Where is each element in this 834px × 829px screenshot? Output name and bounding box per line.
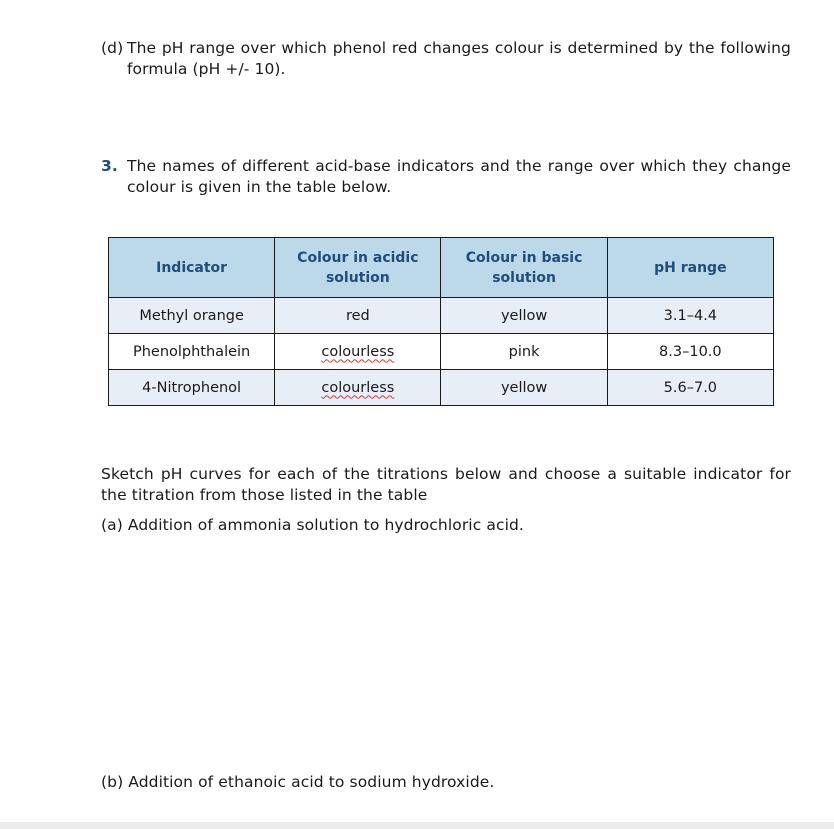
- spellcheck-word: colourless: [321, 343, 395, 360]
- header-acidic: [275, 238, 441, 298]
- cell-range: 8.3–10.0: [607, 334, 773, 370]
- part-a: (a) Addition of ammonia solution to hydrochloric acid.: [101, 516, 524, 534]
- indicator-table: [108, 237, 774, 406]
- cell-acidic: [275, 370, 441, 406]
- sketch-instruction: Sketch pH curves for each of the titrations below and choose a suitable indicator for the titration from those listed in the table: [101, 465, 791, 504]
- cell-basic: yellow: [441, 298, 607, 334]
- cell-indicator: Methyl orange: [109, 298, 275, 334]
- header-basic: [441, 238, 607, 298]
- question-3-text: The names of different acid-base indicators and the range over which they change colour is given in the table below.: [127, 157, 791, 196]
- table-row: [109, 298, 774, 334]
- header-ph-range: pH range: [607, 238, 773, 298]
- spellcheck-word: colourless: [321, 379, 395, 396]
- cell-acidic: red: [275, 298, 441, 334]
- table-row: [109, 370, 774, 406]
- header-indicator: Indicator: [109, 238, 275, 298]
- part-b: (b) Addition of ethanoic acid to sodium hydroxide.: [101, 773, 495, 791]
- cell-range: 5.6–7.0: [607, 370, 773, 406]
- question-2d: [101, 38, 791, 80]
- question-3-number: 3.: [101, 157, 118, 175]
- question-2d-text: The pH range over which phenol red changes colour is determined by the following formula (pH +/- 10).: [127, 39, 791, 78]
- header-acidic-text: Colour in acidic solution: [297, 249, 419, 286]
- cell-indicator: Phenolphthalein: [109, 334, 275, 370]
- question-3: [101, 156, 791, 198]
- cell-indicator: 4-Nitrophenol: [109, 370, 275, 406]
- cell-range: 3.1–4.4: [607, 298, 773, 334]
- header-basic-text: Colour in basic solution: [465, 249, 583, 286]
- table-header-row: [109, 238, 774, 298]
- cell-acidic: [275, 334, 441, 370]
- cell-basic: pink: [441, 334, 607, 370]
- table-row: [109, 334, 774, 370]
- page-bottom-edge: [0, 822, 834, 829]
- cell-basic: yellow: [441, 370, 607, 406]
- question-2d-label: (d): [101, 39, 124, 57]
